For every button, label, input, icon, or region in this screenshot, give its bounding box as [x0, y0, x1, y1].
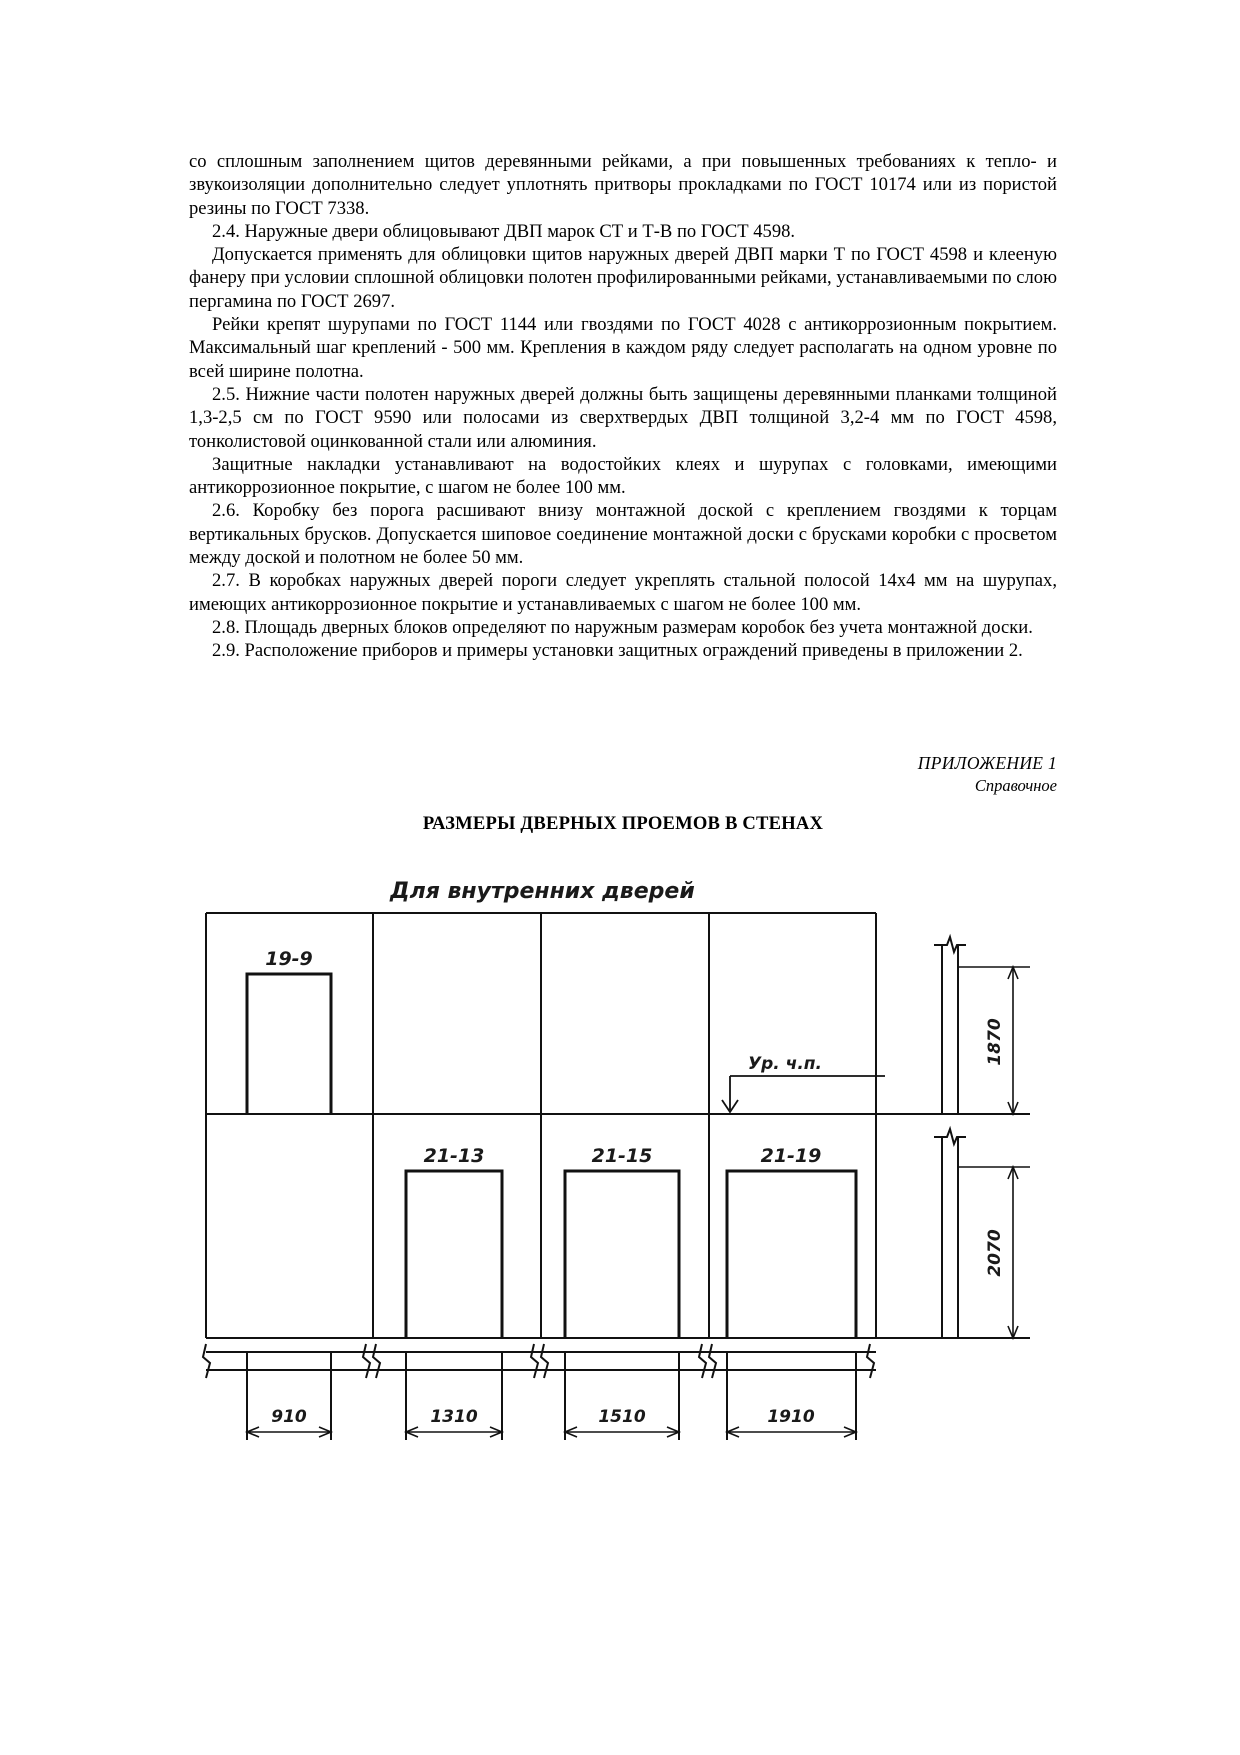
drawing-caption: Для внутренних дверей [390, 879, 695, 904]
paragraph-2-9: 2.9. Расположение приборов и примеры установки защитных ограждений приведены в приложении 2. [212, 640, 1023, 662]
width-dim-1310: 1310 [430, 1407, 478, 1427]
door-label-21-19: 21-19 [760, 1145, 822, 1167]
floor-level-marker [722, 1076, 885, 1112]
paragraph-continuation: со сплошным заполнением щитов деревянными рейками, а при повышенных требованиях к тепло- и звукоизоляции дополнительно следует уплотнять притворы прокладками по ГОСТ 10174 или из пористой резины по ГОСТ 7338. [189, 151, 1057, 219]
height-dim-2070: 2070 [985, 1229, 1005, 1277]
door-label-21-13: 21-13 [423, 1145, 485, 1167]
floor-level-label: Ур. ч.п. [748, 1054, 822, 1074]
paragraph-2-5: 2.5. Нижние части полотен наружных дверей должны быть защищены деревянными планками толщиной 1,3-2,5 см по ГОСТ 9590 или полосами из сверхтвердых ДВП толщиной 3,2-4 мм по ГОСТ 4598, тонколистовой оцинкованной стали или алюминия. [189, 383, 1057, 452]
paragraph-fastening: Рейки крепят шурупами по ГОСТ 1144 или гвоздями по ГОСТ 4028 с антикоррозионным покрытием. Максимальный шаг креплений - 500 мм. Крепления в каждом ряду следует располагать на одном уровне по всей ширине полотна. [189, 314, 1057, 382]
door-label-21-15: 21-15 [591, 1145, 653, 1167]
section-title: РАЗМЕРЫ ДВЕРНЫХ ПРОЕМОВ В СТЕНАХ [422, 813, 824, 834]
appendix-number: ПРИЛОЖЕНИЕ 1 [917, 753, 1057, 773]
appendix-header [918, 751, 1057, 797]
width-dimensions [247, 1427, 856, 1437]
height-dim-1870: 1870 [985, 1018, 1005, 1066]
paragraph-2-6: 2.6. Коробку без порога расшивают внизу монтажной доской с креплением гвоздями к торцам вертикальных брусков. Допускается шиповое соединение монтажной доски с брусками коробки с просветом между доской и полотном не более 50 мм. [189, 500, 1057, 569]
appendix-type: Справочное [974, 776, 1057, 795]
width-dim-1510: 1510 [598, 1407, 646, 1427]
paragraph-protective-plates: Защитные накладки устанавливают на водостойких клеях и шурупах с головками, имеющими антикоррозионное покрытие, с шагом не более 100 мм. [189, 453, 1057, 499]
drawing-svg [0, 860, 1240, 1460]
wall-section [934, 913, 966, 1338]
door-openings-drawing [0, 860, 1240, 1460]
paragraph-cladding: Допускается применять для облицовки щитов наружных дверей ДВП марки Т по ГОСТ 4598 и клееную фанеру при условии сплошной облицовки полотен профилированными рейками, устанавливаемыми по слою пергамина по ГОСТ 2697. [189, 244, 1057, 312]
paragraph-2-7: 2.7. В коробках наружных дверей пороги следует укреплять стальной полосой 14х4 мм на шурупах, имеющих антикоррозионное покрытие и устанавливаемых с шагом не более 100 мм. [189, 570, 1057, 615]
body-text [189, 150, 1057, 663]
paragraph-2-4: 2.4. Наружные двери облицовывают ДВП марок СТ и Т-В по ГОСТ 4598. [212, 220, 796, 242]
width-dim-910: 910 [271, 1407, 307, 1427]
door-label-19-9: 19-9 [265, 948, 313, 970]
width-dim-1910: 1910 [767, 1407, 815, 1427]
paragraph-2-8: 2.8. Площадь дверных блоков определяют по наружным размерам коробок без учета монтажной доски. [212, 616, 1033, 638]
